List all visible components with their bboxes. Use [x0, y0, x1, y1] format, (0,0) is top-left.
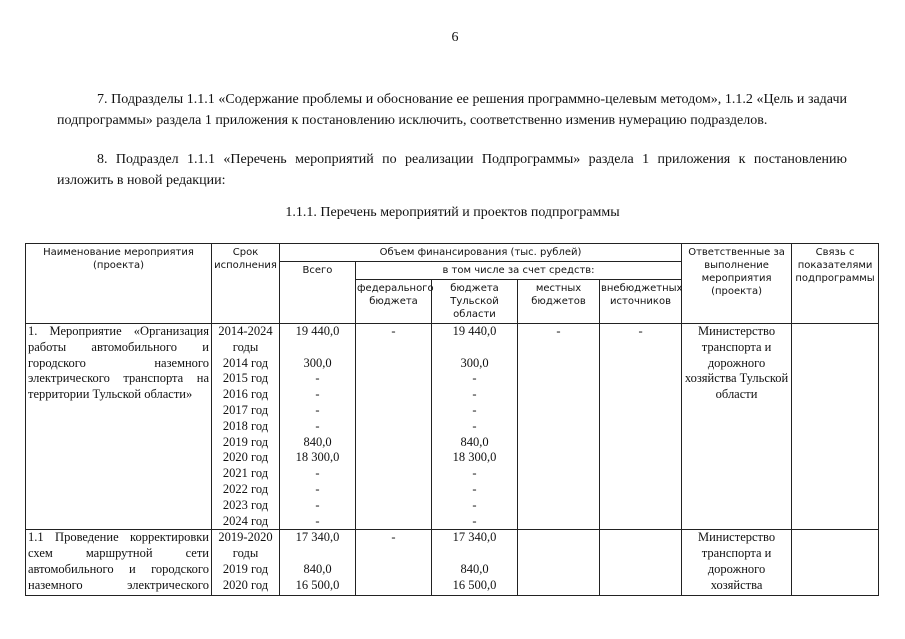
table-title: 1.1.1. Перечень мероприятий и проектов подпрограммы: [285, 205, 620, 220]
term-line: 2018 год: [222, 418, 269, 433]
responsible-party: [682, 530, 792, 596]
header-name: Наименование мероприятия (проекта): [26, 244, 212, 324]
federal-value: -: [356, 324, 432, 530]
regional-value: 19 440,0: [452, 324, 497, 338]
activity-terms: [212, 530, 280, 596]
total-value: 18 300,0: [295, 450, 340, 465]
activities-table: [25, 243, 879, 596]
regional-value: -: [472, 418, 477, 433]
activity-name-text: 1.1 Проведение корректировки схем маршрутной сети автомобильного и городского наземного электрического: [28, 530, 209, 592]
regional-value: -: [472, 371, 477, 386]
total-value: -: [315, 371, 320, 386]
header-funding: Объем финансирования (тыс. рублей): [280, 244, 682, 262]
total-value: -: [315, 513, 320, 528]
header-extrabudget: внебюджетных источников: [600, 280, 682, 324]
total-value: -: [315, 481, 320, 496]
regional-value: -: [472, 513, 477, 528]
regional-value: [434, 546, 515, 562]
total-values: [280, 324, 356, 530]
regional-value: [434, 340, 515, 356]
total-value: 840,0: [303, 434, 332, 449]
term-line: 2022 год: [222, 481, 269, 496]
term-line: 2014-2024 годы: [218, 324, 273, 354]
regional-value: 840,0: [460, 561, 489, 576]
regional-value: 17 340,0: [452, 530, 497, 545]
indicator-link: [792, 530, 879, 596]
header-local: местных бюджетов: [518, 280, 600, 324]
header-federal: федерального бюджета: [356, 280, 432, 324]
term-line: 2019 год: [222, 434, 269, 449]
regional-value: 16 500,0: [452, 577, 497, 592]
regional-value: 840,0: [460, 434, 489, 449]
activity-name: [26, 530, 212, 596]
table-row: [26, 530, 879, 596]
regional-value: -: [472, 466, 477, 481]
total-value: [282, 546, 353, 562]
term-line: 2024 год: [222, 513, 269, 528]
table-row: [26, 324, 879, 530]
total-values: [280, 530, 356, 596]
term-line: 2020 год: [222, 577, 269, 592]
paragraph-7-text: 7. Подразделы 1.1.1 «Содержание проблемы и обоснование ее решения программно-целевым методом», 1.1.2 «Цель и задачи подпрограммы» раздела 1 приложения к постановлению исключить, соответственно изменив нумерацию подразделов.: [57, 92, 847, 128]
paragraph-8: [57, 149, 847, 191]
activity-terms: [212, 324, 280, 530]
header-responsible: Ответственные за выполнение мероприятия (проекта): [682, 244, 792, 324]
regional-value: -: [472, 481, 477, 496]
federal-value: -: [356, 530, 432, 596]
total-value: -: [315, 497, 320, 512]
total-value: 300,0: [303, 355, 332, 370]
regional-value: 300,0: [460, 355, 489, 370]
indicator-link: [792, 324, 879, 530]
page-number: 6: [451, 30, 459, 45]
total-value: -: [315, 466, 320, 481]
term-line: 2016 год: [222, 387, 269, 402]
regional-values: [432, 324, 518, 530]
local-value: [518, 530, 600, 596]
term-line: 2014 год: [222, 355, 269, 370]
paragraph-8-text: 8. Подраздел 1.1.1 «Перечень мероприятий по реализации Подпрограммы» раздела 1 приложения к постановлению изложить в новой редакции:: [57, 152, 847, 188]
total-value: 19 440,0: [295, 324, 340, 338]
responsible-party: Министерство транспорта и дорожного хозяйства Тульской области: [682, 324, 792, 530]
term-line: 2020 год: [222, 450, 269, 465]
total-value: 17 340,0: [295, 530, 340, 545]
extrabudget-value: -: [600, 324, 682, 530]
header-link: Связь с показателями подпрограммы: [792, 244, 879, 324]
regional-value: -: [472, 387, 477, 402]
regional-value: 18 300,0: [452, 450, 497, 465]
total-value: -: [315, 402, 320, 417]
term-line: 2019 год: [222, 561, 269, 576]
header-regional: бюджета Тульской области: [432, 280, 518, 324]
regional-value: -: [472, 497, 477, 512]
term-line: 2019-2020 годы: [218, 530, 273, 561]
total-value: 16 500,0: [295, 577, 340, 592]
total-value: 840,0: [303, 561, 332, 576]
regional-values: [432, 530, 518, 596]
total-value: -: [315, 418, 320, 433]
header-term: Срок исполнения: [212, 244, 280, 324]
responsible-party-text: Министерство транспорта и дорожного хозяйства: [698, 530, 776, 592]
table-header: [26, 244, 879, 324]
activity-name: 1. Мероприятие «Организация работы автомобильного и городского наземного электрического транспорта на территории Тульской области»: [26, 324, 212, 530]
term-line: 2017 год: [222, 402, 269, 417]
total-value: [282, 340, 353, 356]
term-line: 2023 год: [222, 497, 269, 512]
extrabudget-value: [600, 530, 682, 596]
paragraph-7: [57, 89, 847, 131]
total-value: -: [315, 387, 320, 402]
regional-value: -: [472, 402, 477, 417]
term-line: 2021 год: [222, 466, 269, 481]
header-total: Всего: [280, 262, 356, 324]
header-including: в том числе за счет средств:: [356, 262, 682, 280]
term-line: 2015 год: [222, 371, 269, 386]
local-value: -: [518, 324, 600, 530]
